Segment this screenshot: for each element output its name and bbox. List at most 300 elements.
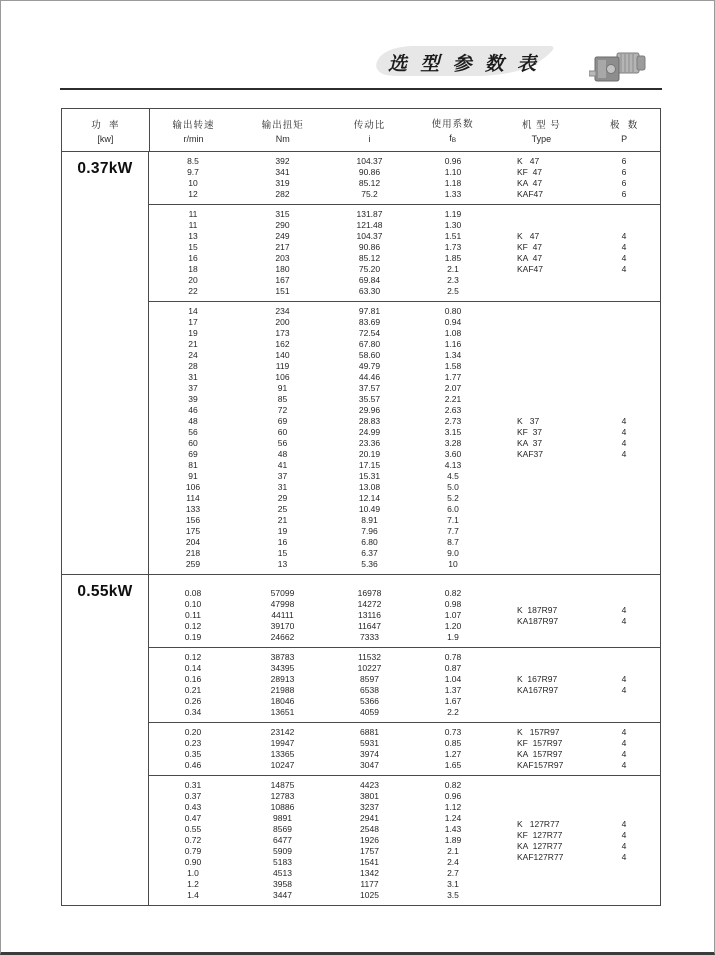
service-factor-value: 4.5	[447, 471, 459, 481]
poles-value: 4	[621, 818, 627, 829]
poles-header-label: 极 数	[609, 119, 639, 131]
table-row	[149, 663, 495, 674]
table-row	[149, 791, 495, 802]
model-type-value: KF 127R77	[517, 829, 563, 840]
table-row	[149, 846, 495, 857]
ratio-value: 6.37	[361, 548, 378, 558]
poles-value: 4	[621, 416, 627, 426]
output-speed-value: 31	[188, 372, 198, 382]
service-factor-value: 1.12	[444, 802, 462, 812]
power-header-label: 功 率	[91, 119, 120, 131]
poles-value: 4	[621, 674, 627, 684]
table-row	[149, 749, 495, 760]
table-row	[149, 504, 495, 515]
poles-value: 4	[621, 253, 627, 263]
poles-value: 6	[621, 178, 627, 188]
table-row	[149, 231, 495, 242]
power-section	[62, 574, 660, 905]
block-rows	[149, 209, 495, 297]
output-torque-value: 3447	[273, 890, 292, 900]
ratio-header-unit: i	[368, 133, 371, 144]
output-speed-value: 114	[186, 493, 200, 503]
table-row	[149, 652, 495, 663]
factor-header-label: 使用系数	[431, 119, 474, 130]
output-torque-value: 72	[277, 405, 288, 415]
output-torque-value: 106	[275, 372, 290, 382]
model-type-value: KA167R97	[517, 685, 559, 695]
service-factor-value: 4.13	[444, 460, 462, 470]
type-header-label: 机 型 号	[522, 119, 561, 131]
table-row	[149, 264, 495, 275]
speed-header-label: 输出转速	[172, 119, 215, 131]
table-row	[149, 696, 495, 707]
ratio-value: 75.2	[361, 189, 378, 199]
output-torque-value: 56	[277, 438, 288, 448]
service-factor-value: 0.82	[444, 588, 462, 598]
output-speed-value: 1.2	[187, 879, 199, 889]
service-factor-value: 2.1	[447, 846, 459, 856]
service-factor-value: 1.27	[444, 749, 462, 759]
poles-value: 4	[621, 749, 627, 759]
table-row	[149, 438, 495, 449]
output-speed-value: 0.11	[185, 610, 201, 620]
ratio-value: 58.60	[358, 350, 381, 360]
poles-value: 6	[621, 156, 627, 166]
table-row	[149, 760, 495, 771]
speed-header-unit: r/min	[183, 133, 204, 144]
model-type-value: KA 127R77	[517, 840, 563, 851]
service-factor-value: 2.63	[444, 405, 462, 415]
ratio-value: 90.86	[358, 167, 381, 177]
type-row	[495, 830, 660, 841]
col-header-model-type	[495, 109, 589, 151]
block-rows	[149, 652, 495, 718]
output-torque-value: 5183	[273, 857, 292, 867]
output-torque-value: 319	[275, 178, 290, 188]
output-torque-value: 25	[277, 504, 288, 514]
output-speed-value: 0.35	[184, 749, 202, 759]
block-types	[495, 652, 660, 718]
output-torque-value: 13365	[270, 749, 295, 759]
output-torque-value: 200	[275, 317, 290, 327]
output-torque-value: 57099	[270, 588, 295, 598]
service-factor-value: 2.7	[447, 868, 459, 878]
col-header-service-factor	[411, 109, 495, 151]
table-row	[149, 610, 495, 621]
table-header-row	[62, 109, 660, 152]
model-type-value: KF 47	[517, 167, 543, 177]
output-torque-value: 48	[277, 449, 288, 459]
service-factor-value: 1.89	[444, 835, 462, 845]
output-torque-value: 60	[277, 427, 288, 437]
output-torque-value: 91	[277, 383, 288, 393]
output-torque-value: 8569	[273, 824, 292, 834]
model-type-value: KA187R97	[517, 615, 559, 626]
ratio-value: 4059	[360, 707, 379, 717]
ratio-value: 72.54	[358, 328, 381, 338]
type-row	[495, 231, 660, 242]
service-factor-value: 0.96	[444, 156, 462, 166]
service-factor-value: 2.07	[444, 383, 462, 393]
type-row	[495, 438, 660, 449]
output-speed-value: 11	[188, 209, 198, 219]
service-factor-value: 2.3	[447, 275, 459, 285]
table-row	[149, 405, 495, 416]
service-factor-value: 0.78	[444, 652, 462, 662]
service-factor-value: 5.2	[447, 493, 459, 503]
model-type-value: K 37	[517, 416, 540, 426]
output-torque-value: 15	[277, 548, 288, 558]
model-type-value: K 127R77	[517, 818, 560, 829]
ratio-value: 85.12	[358, 178, 381, 188]
service-factor-value: 1.04	[444, 674, 462, 684]
output-torque-value: 392	[275, 156, 290, 166]
poles-value: 4	[621, 449, 627, 459]
model-type-value: KAF47	[517, 264, 543, 274]
service-factor-value: 1.51	[444, 231, 462, 241]
ratio-value: 37.57	[358, 383, 381, 393]
model-type-value: K 157R97	[517, 727, 560, 737]
type-header-unit: Type	[531, 133, 552, 144]
service-factor-value: 1.19	[444, 209, 462, 219]
service-factor-value: 9.0	[447, 548, 459, 558]
table-row	[149, 209, 495, 220]
output-torque-value: 5909	[273, 846, 292, 856]
ratio-value: 1757	[360, 846, 379, 856]
output-speed-value: 0.19	[184, 632, 202, 642]
table-row	[149, 328, 495, 339]
output-speed-value: 0.26	[184, 696, 202, 706]
output-torque-value: 10247	[270, 760, 295, 770]
output-speed-value: 0.72	[184, 835, 202, 845]
output-torque-value: 44111	[271, 610, 294, 620]
table-row	[149, 674, 495, 685]
table-row	[149, 802, 495, 813]
ratio-value: 11532	[357, 652, 381, 662]
poles-value: 4	[621, 840, 627, 851]
output-torque-value: 39170	[270, 621, 295, 631]
ratio-value: 67.80	[358, 339, 381, 349]
model-type-value: KF 37	[517, 427, 543, 437]
type-row	[495, 416, 660, 427]
ratio-value: 4423	[360, 780, 379, 790]
type-row	[495, 156, 660, 167]
output-torque-value: 341	[275, 167, 290, 177]
output-torque-value: 234	[275, 306, 290, 316]
service-factor-value: 3.28	[444, 438, 462, 448]
output-speed-value: 1.4	[187, 890, 199, 900]
table-row	[149, 361, 495, 372]
table-row	[149, 559, 495, 570]
output-torque-value: 16	[277, 537, 288, 547]
output-torque-value: 41	[277, 460, 288, 470]
output-speed-value: 24	[188, 350, 198, 360]
ratio-value: 13.08	[358, 482, 381, 492]
poles-value: 4	[621, 231, 627, 241]
service-factor-value: 1.43	[444, 824, 462, 834]
output-speed-value: 1.0	[187, 868, 199, 878]
page-title-ribbon	[373, 43, 555, 79]
output-torque-value: 167	[275, 275, 290, 285]
type-row	[495, 727, 660, 738]
table-row	[149, 372, 495, 383]
block-rows	[149, 780, 495, 901]
service-factor-value: 3.15	[444, 427, 462, 437]
ratio-value: 10.49	[358, 504, 381, 514]
service-factor-value: 0.80	[444, 306, 462, 316]
ratio-value: 44.46	[358, 372, 381, 382]
output-torque-value: 151	[275, 286, 290, 296]
gearmotor-photo	[589, 46, 649, 91]
col-header-power	[62, 109, 150, 151]
output-speed-value: 218	[185, 548, 201, 558]
ratio-value: 5.36	[361, 559, 378, 569]
table-row	[149, 727, 495, 738]
output-speed-value: 69	[188, 449, 198, 459]
block-rows	[149, 588, 495, 643]
table-row	[149, 449, 495, 460]
output-speed-value: 11	[188, 220, 198, 230]
poles-value: 4	[621, 851, 627, 862]
output-speed-value: 16	[188, 253, 198, 263]
poles-value: 4	[621, 264, 627, 274]
service-factor-value: 7.1	[447, 515, 459, 525]
power-header-unit: [kw]	[97, 133, 114, 144]
type-row	[495, 738, 660, 749]
ratio-value: 12.14	[358, 493, 381, 503]
output-speed-value: 8.5	[187, 156, 199, 166]
service-factor-value: 1.24	[444, 813, 462, 823]
table-row	[149, 253, 495, 264]
ratio-value: 131.87	[356, 209, 383, 219]
output-speed-value: 18	[188, 264, 198, 274]
poles-header-unit: P	[621, 133, 628, 144]
service-factor-value: 1.33	[444, 189, 462, 199]
service-factor-value: 1.34	[444, 350, 462, 360]
type-row	[495, 189, 660, 200]
model-type-value: KA 157R97	[517, 749, 563, 759]
table-row	[149, 383, 495, 394]
poles-value: 4	[621, 438, 627, 448]
output-torque-value: 23142	[270, 727, 295, 737]
output-torque-value: 180	[275, 264, 290, 274]
model-type-value: KA 37	[517, 438, 543, 448]
output-speed-value: 175	[185, 526, 201, 536]
output-speed-value: 0.46	[184, 760, 202, 770]
table-row	[149, 339, 495, 350]
output-speed-value: 0.10	[184, 599, 202, 609]
model-type-value: K 187R97	[517, 604, 558, 615]
type-row	[495, 616, 660, 627]
type-row	[495, 449, 660, 460]
poles-value: 4	[621, 738, 627, 748]
output-torque-value: 140	[275, 350, 290, 360]
output-torque-value: 19	[277, 526, 288, 536]
service-factor-value: 1.65	[444, 760, 462, 770]
table-row	[149, 242, 495, 253]
ratio-value: 1177	[360, 879, 379, 889]
block-types	[495, 209, 660, 297]
service-factor-value: 0.94	[444, 317, 462, 327]
output-torque-value: 9891	[273, 813, 292, 823]
service-factor-value: 1.77	[444, 372, 462, 382]
type-row	[495, 841, 660, 852]
table-row	[149, 707, 495, 718]
service-factor-value: 3.60	[444, 449, 462, 459]
output-torque-value: 13	[277, 559, 288, 569]
output-speed-value: 0.43	[184, 802, 202, 812]
service-factor-value: 0.82	[444, 780, 462, 790]
output-speed-value: 0.08	[184, 588, 202, 598]
output-torque-value: 13651	[270, 707, 295, 717]
output-torque-value: 249	[275, 231, 290, 241]
poles-value: 4	[621, 760, 627, 770]
output-speed-value: 13	[188, 231, 198, 241]
ratio-value: 63.30	[358, 286, 381, 296]
service-factor-value: 1.9	[447, 632, 459, 642]
service-factor-value: 0.96	[444, 791, 462, 801]
col-header-output-torque	[237, 109, 328, 151]
table-row	[149, 685, 495, 696]
output-speed-value: 0.55	[184, 824, 202, 834]
ratio-block	[149, 152, 660, 204]
table-row	[149, 824, 495, 835]
output-speed-value: 14	[188, 306, 198, 316]
output-torque-value: 85	[277, 394, 288, 404]
output-speed-value: 21	[188, 339, 198, 349]
poles-value: 6	[621, 167, 627, 177]
output-torque-value: 28913	[270, 674, 295, 684]
service-factor-value: 1.07	[444, 610, 462, 620]
ratio-block	[149, 722, 660, 775]
ratio-value: 2548	[360, 824, 379, 834]
ratio-value: 7333	[360, 632, 379, 642]
service-factor-value: 3.5	[447, 890, 459, 900]
output-speed-value: 0.31	[184, 780, 202, 790]
ratio-value: 17.15	[358, 460, 381, 470]
poles-value: 4	[621, 427, 627, 437]
output-speed-value: 106	[185, 482, 201, 492]
output-torque-value: 315	[275, 209, 290, 219]
output-torque-value: 10886	[270, 802, 295, 812]
service-factor-value: 1.20	[444, 621, 462, 631]
poles-value: 4	[621, 727, 627, 737]
type-row	[495, 749, 660, 760]
output-speed-value: 133	[185, 504, 201, 514]
block-types	[495, 727, 660, 771]
output-torque-value: 19947	[270, 738, 295, 748]
service-factor-value: 5.0	[447, 482, 459, 492]
ratio-block	[149, 647, 660, 722]
ratio-value: 2941	[360, 813, 379, 823]
output-speed-value: 56	[188, 427, 198, 437]
poles-value: 4	[621, 829, 627, 840]
service-factor-value: 0.85	[444, 738, 462, 748]
output-speed-value: 0.14	[184, 663, 202, 673]
ratio-value: 5931	[360, 738, 379, 748]
type-row	[495, 178, 660, 189]
ratio-value: 8597	[360, 674, 379, 684]
poles-value: 4	[621, 604, 627, 615]
table-row	[149, 548, 495, 559]
page-title: 选 型 参 数 表	[387, 54, 541, 75]
model-type-value: KA 47	[517, 253, 543, 263]
poles-value: 4	[621, 685, 627, 695]
service-factor-value: 1.37	[444, 685, 462, 695]
model-type-value: K 47	[517, 156, 540, 166]
ratio-value: 15.31	[358, 471, 381, 481]
poles-value: 4	[621, 242, 627, 252]
ratio-block	[149, 775, 660, 905]
model-type-value: KAF47	[517, 189, 543, 199]
service-factor-value: 2.73	[444, 416, 462, 426]
ratio-value: 69.84	[358, 275, 381, 285]
output-torque-value: 21	[277, 515, 288, 525]
output-torque-value: 119	[275, 361, 290, 371]
output-torque-value: 6477	[273, 835, 292, 845]
service-factor-value: 1.18	[444, 178, 462, 188]
poles-value: 6	[621, 189, 627, 199]
type-row	[495, 264, 660, 275]
col-header-output-speed	[150, 109, 238, 151]
output-speed-value: 22	[188, 286, 198, 296]
service-factor-value: 2.5	[447, 286, 459, 296]
block-types	[495, 156, 660, 200]
col-header-ratio	[328, 109, 411, 151]
table-row	[149, 317, 495, 328]
ratio-value: 1342	[360, 868, 379, 878]
output-speed-value: 12	[188, 189, 198, 199]
table-row	[149, 835, 495, 846]
output-torque-value: 34395	[270, 663, 295, 673]
table-row	[149, 220, 495, 231]
header-rule	[60, 88, 662, 90]
table-body	[62, 152, 660, 905]
output-torque-value: 18046	[270, 696, 295, 706]
service-factor-value: 2.2	[447, 707, 459, 717]
output-torque-value: 3958	[273, 879, 292, 889]
model-type-value: KAF127R77	[517, 851, 564, 862]
type-row	[495, 167, 660, 178]
type-row	[495, 242, 660, 253]
service-factor-value: 0.87	[444, 663, 462, 673]
output-speed-value: 37	[188, 383, 198, 393]
ratio-value: 3237	[360, 802, 379, 812]
output-speed-value: 28	[188, 361, 198, 371]
table-row	[149, 394, 495, 405]
table-row	[149, 482, 495, 493]
output-speed-value: 0.37	[184, 791, 202, 801]
ratio-value: 14272	[357, 599, 382, 609]
output-speed-value: 17	[188, 317, 198, 327]
torque-header-unit: Nm	[275, 133, 290, 144]
table-row	[149, 493, 495, 504]
block-types	[495, 306, 660, 570]
service-factor-value: 1.30	[444, 220, 462, 230]
service-factor-value: 7.7	[447, 526, 459, 536]
output-torque-value: 282	[275, 189, 290, 199]
output-speed-value: 0.16	[184, 674, 202, 684]
block-rows	[149, 727, 495, 771]
output-torque-value: 31	[277, 482, 288, 492]
output-speed-value: 81	[188, 460, 198, 470]
output-speed-value: 0.12	[184, 652, 202, 662]
ratio-value: 24.99	[358, 427, 381, 437]
output-speed-value: 10	[188, 178, 198, 188]
table-row	[149, 632, 495, 643]
section-blocks	[149, 575, 660, 905]
output-torque-value: 4513	[273, 868, 292, 878]
